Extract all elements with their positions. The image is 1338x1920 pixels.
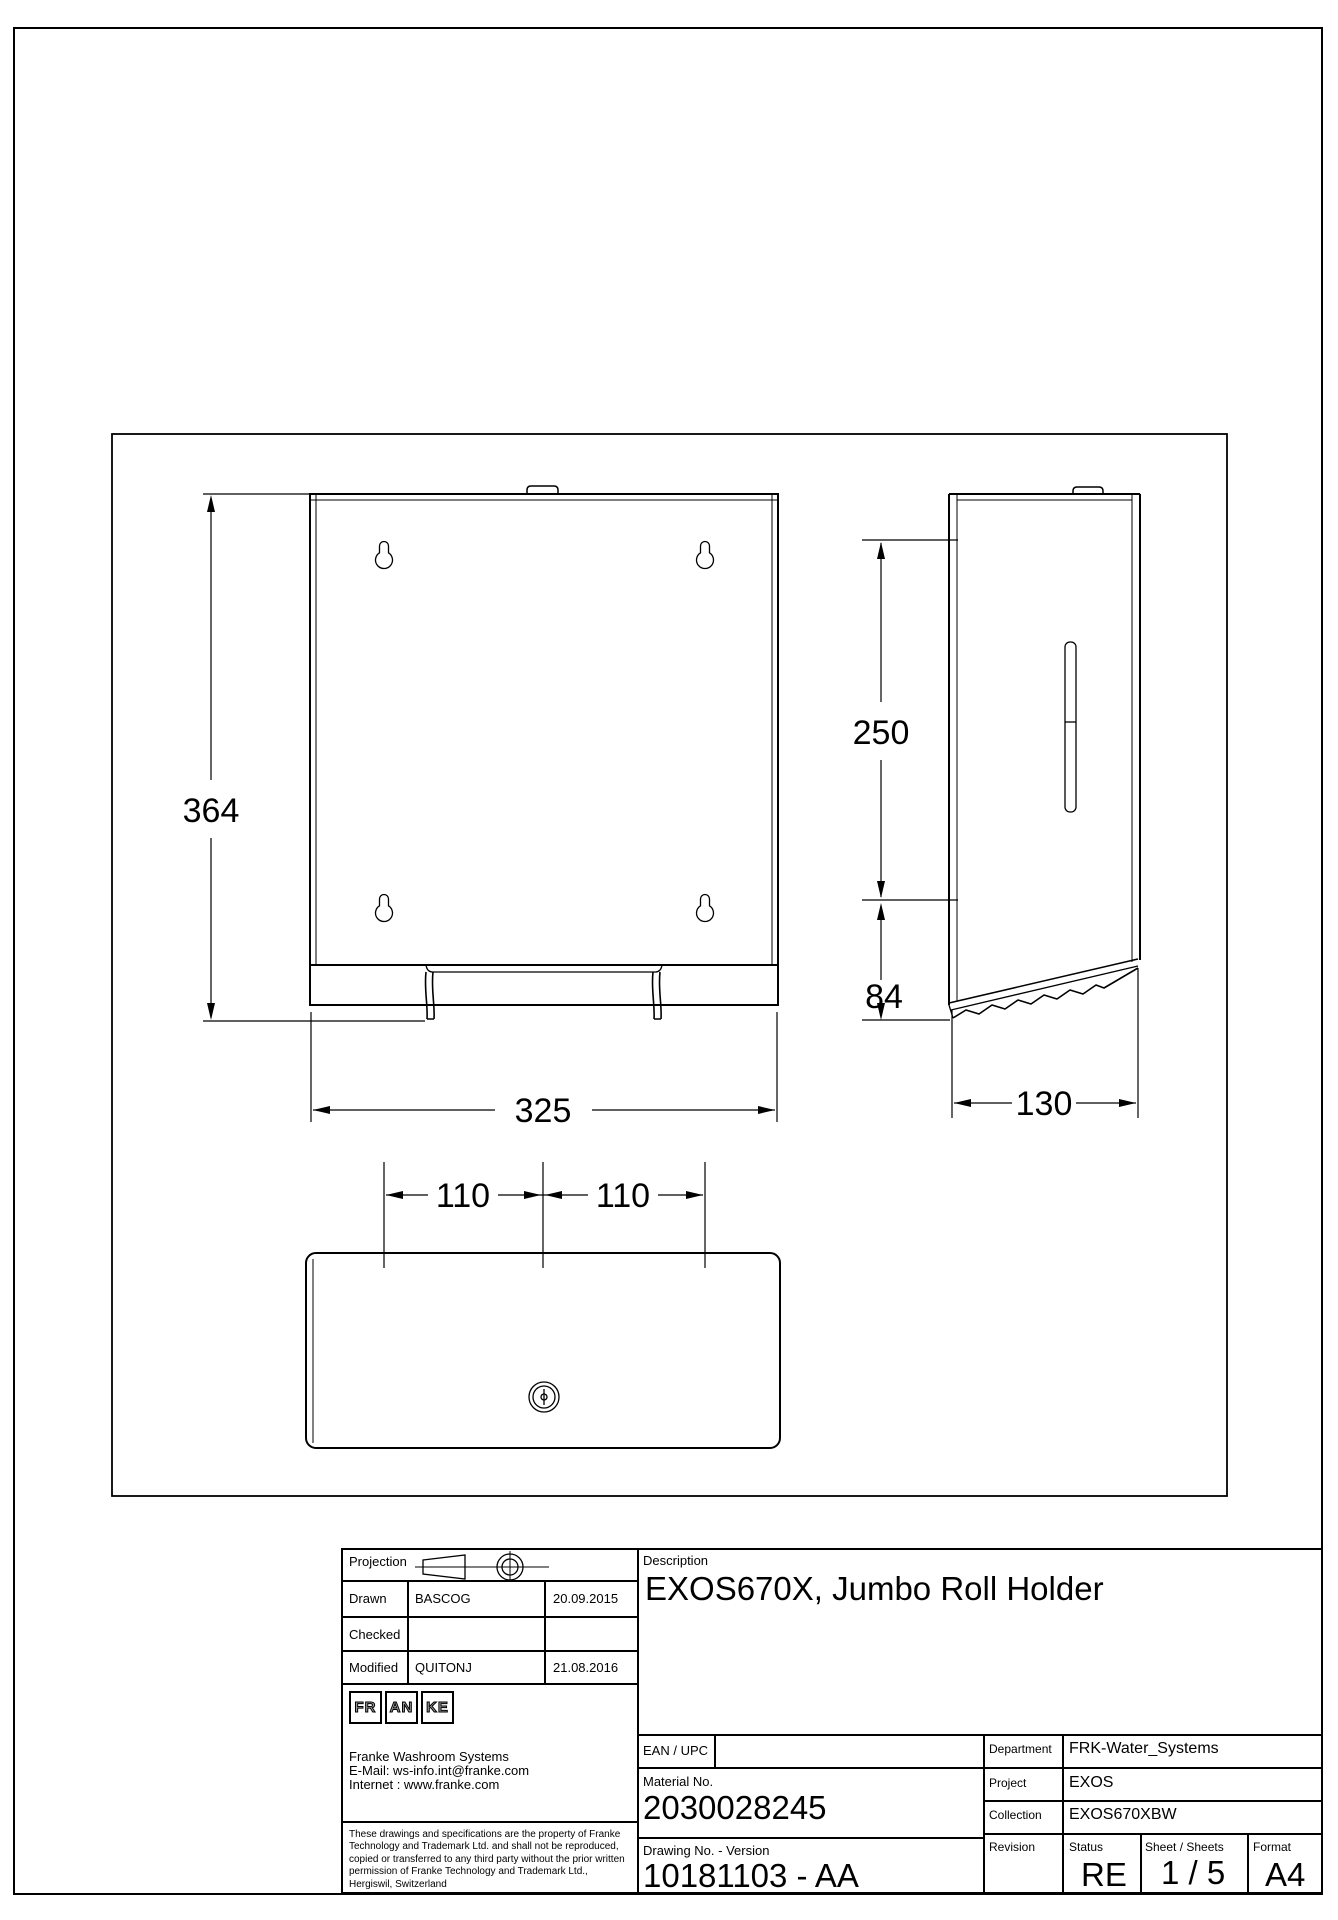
legal-line: permission of Franke Technology and Trademark Ltd., bbox=[349, 1866, 588, 1878]
dim-text: 110 bbox=[595, 1177, 651, 1215]
divider bbox=[983, 1734, 985, 1892]
divider bbox=[637, 1837, 983, 1839]
arrow-right-icon bbox=[524, 1191, 541, 1199]
dim-side-depth bbox=[952, 968, 1138, 1123]
material-value: 2030028245 bbox=[643, 1789, 827, 1826]
project-value: EXOS bbox=[1069, 1774, 1114, 1791]
dim-text: 84 bbox=[865, 978, 903, 1016]
divider bbox=[637, 1550, 639, 1892]
arrow-right-icon bbox=[686, 1191, 703, 1199]
sheet-label: Sheet / Sheets bbox=[1145, 1840, 1224, 1854]
arrow-down-icon bbox=[877, 881, 885, 898]
drawing-no-label: Drawing No. - Version bbox=[643, 1843, 770, 1858]
arrow-left-icon bbox=[386, 1191, 403, 1199]
divider bbox=[637, 1734, 1321, 1736]
department-label: Department bbox=[989, 1742, 1052, 1756]
first-angle-projection-icon bbox=[415, 1551, 555, 1581]
logo-block: KE bbox=[421, 1691, 454, 1724]
spring-clip-icon bbox=[425, 972, 434, 1019]
divider bbox=[1140, 1833, 1142, 1892]
legal-notice bbox=[349, 1829, 625, 1891]
keyhole-icon bbox=[697, 542, 714, 569]
projection-label: Projection bbox=[349, 1554, 407, 1569]
arrow-left-icon bbox=[545, 1191, 562, 1199]
divider bbox=[714, 1734, 716, 1767]
divider bbox=[1062, 1734, 1064, 1892]
drawing-no-value: 10181103 - AA bbox=[643, 1857, 859, 1894]
arrow-down-icon bbox=[207, 1003, 215, 1020]
divider bbox=[544, 1580, 546, 1685]
dim-side-upper bbox=[853, 540, 958, 900]
modified-date: 21.08.2016 bbox=[553, 1660, 619, 1675]
divider bbox=[407, 1580, 409, 1685]
drawn-date: 20.09.2015 bbox=[553, 1591, 619, 1606]
spring-clip-icon bbox=[652, 972, 661, 1019]
company-name: Franke Washroom Systems bbox=[349, 1749, 509, 1764]
status-value: RE bbox=[1081, 1856, 1127, 1893]
format-value: A4 bbox=[1265, 1856, 1306, 1893]
ean-label: EAN / UPC bbox=[643, 1743, 709, 1758]
dim-text: 325 bbox=[514, 1092, 572, 1130]
serrated-flap bbox=[949, 959, 1138, 1018]
dim-side-lower bbox=[862, 903, 950, 1020]
divider bbox=[983, 1833, 1321, 1835]
arrow-right-icon bbox=[1119, 1099, 1136, 1107]
drawn-by: BASCOG bbox=[415, 1591, 471, 1606]
material-label: Material No. bbox=[643, 1774, 714, 1789]
franke-logo bbox=[349, 1691, 454, 1724]
status-label: Status bbox=[1069, 1840, 1104, 1854]
logo-block: FR bbox=[349, 1691, 382, 1724]
tear-edge-icon bbox=[953, 968, 1138, 1018]
department-value: FRK-Water_Systems bbox=[1069, 1740, 1219, 1757]
keyhole-icon bbox=[376, 542, 393, 569]
bottom-tray bbox=[310, 965, 778, 1019]
lock-icon bbox=[529, 1382, 559, 1412]
arrow-up-icon bbox=[207, 495, 215, 512]
logo-block: AN bbox=[385, 1691, 418, 1724]
company-email: E-Mail: ws-info.int@franke.com bbox=[349, 1763, 530, 1778]
company-address bbox=[349, 1750, 529, 1792]
side-view bbox=[949, 487, 1140, 1018]
legal-line: Hergiswil, Switzerland bbox=[349, 1878, 447, 1890]
top-tab-icon bbox=[1073, 487, 1103, 494]
sight-slot-icon bbox=[1065, 642, 1076, 812]
front-view bbox=[310, 486, 778, 1019]
format-label: Format bbox=[1253, 1840, 1292, 1854]
legal-line: copied or transferred to any third party without the prior written bbox=[349, 1853, 625, 1865]
divider bbox=[343, 1616, 637, 1618]
bottom-view bbox=[306, 1253, 780, 1448]
divider bbox=[343, 1683, 637, 1685]
divider bbox=[343, 1650, 637, 1652]
dim-front-height bbox=[183, 494, 425, 1021]
arrow-right-icon bbox=[758, 1106, 775, 1114]
dim-text: 250 bbox=[852, 714, 910, 752]
divider bbox=[1247, 1833, 1249, 1892]
legal-line: These drawings and specifications are the property of Franke bbox=[349, 1829, 621, 1840]
divider bbox=[637, 1767, 1321, 1769]
collection-value: EXOS670XBW bbox=[1069, 1806, 1177, 1823]
company-web: Internet : www.franke.com bbox=[349, 1777, 500, 1792]
arrow-left-icon bbox=[954, 1099, 971, 1107]
sheet-value: 1 / 5 bbox=[1161, 1854, 1226, 1891]
keyhole-slots bbox=[376, 542, 714, 922]
keyhole-icon bbox=[697, 895, 714, 922]
modified-by: QUITONJ bbox=[415, 1660, 472, 1675]
description-label: Description bbox=[643, 1553, 709, 1568]
arrow-up-icon bbox=[877, 542, 885, 559]
divider bbox=[343, 1821, 637, 1823]
top-tab-icon bbox=[527, 486, 558, 494]
keyhole-icon bbox=[376, 895, 393, 922]
dim-text: 364 bbox=[182, 792, 240, 830]
arrow-up-icon bbox=[877, 903, 885, 920]
drawn-label: Drawn bbox=[349, 1591, 387, 1606]
dim-text: 110 bbox=[435, 1177, 491, 1215]
dim-front-width bbox=[311, 1012, 777, 1130]
revision-label: Revision bbox=[989, 1840, 1036, 1854]
modified-label: Modified bbox=[349, 1660, 399, 1675]
project-label: Project bbox=[989, 1776, 1027, 1790]
arrow-left-icon bbox=[313, 1106, 330, 1114]
checked-label: Checked bbox=[349, 1627, 401, 1642]
legal-line: Technology and Trademark Ltd. and shall not be reproduced, bbox=[349, 1841, 619, 1853]
dim-text: 130 bbox=[1015, 1085, 1073, 1123]
divider bbox=[983, 1800, 1321, 1802]
collection-label: Collection bbox=[989, 1808, 1042, 1822]
description-value: EXOS670X, Jumbo Roll Holder bbox=[645, 1570, 1104, 1607]
title-block bbox=[341, 1548, 1323, 1894]
